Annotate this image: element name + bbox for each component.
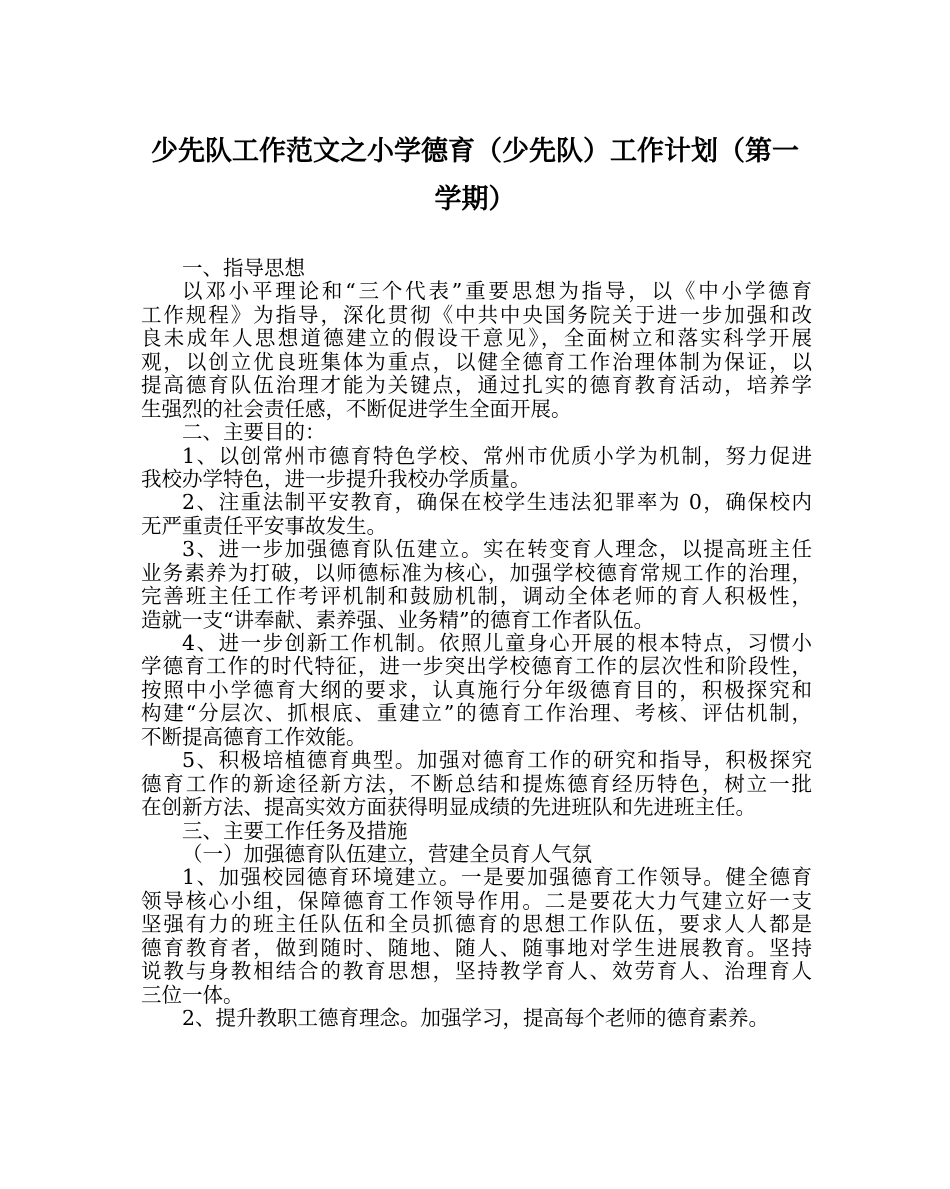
text-line: 观，以创立优良班集体为重点，以健全德育工作治理体制为保证，以: [141, 349, 812, 374]
text-line: 业务素养为打破，以师德标准为核心，加强学校德育常规工作的治理，: [141, 560, 812, 585]
text-line: 工作规程》为指导，深化贯彻《中共中央国务院关于进一步加强和改: [141, 302, 812, 327]
text-line: 1、加强校园德育环境建立。一是要加强德育工作领导。健全德育: [182, 865, 812, 890]
text-line: 学德育工作的时代特征，进一步突出学校德育工作的层次性和阶段性，: [141, 654, 812, 679]
text-line: （一）加强德育队伍建立，营建全员育人气氛: [182, 841, 592, 866]
text-line: 三位一体。: [141, 982, 244, 1007]
text-line: 5、积极培植德育典型。加强对德育工作的研究和指导，积极探究: [182, 748, 812, 773]
document-body: [141, 257, 812, 1030]
text-line: 一、指导思想: [182, 256, 305, 280]
text-line: 构建“分层次、抓根底、重建立”的德育工作治理、考核、评估机制，: [141, 701, 812, 726]
text-line: 提高德育队伍治理才能为关键点，通过扎实的德育教育活动，培养学: [141, 373, 812, 398]
text-line: 德育教育者，做到随时、随地、随人、随事地对学生进展教育。坚持: [141, 935, 812, 960]
text-line: 我校办学特色，进一步提升我校办学质量。: [141, 466, 531, 491]
text-line: 说教与身教相结合的教育思想，坚持教学育人、效劳育人、治理育人: [141, 959, 812, 984]
text-line: 坚强有力的班主任队伍和全员抓德育的思想工作队伍，要求人人都是: [141, 912, 812, 937]
text-line: 德育工作的新途径新方法，不断总结和提炼德育经历特色，树立一批: [141, 771, 812, 796]
text-line: 以邓小平理论和“三个代表”重要思想为指导，以《中小学德育: [182, 279, 812, 304]
text-line: 1、以创常州市德育特色学校、常州市优质小学为机制，努力促进: [182, 443, 812, 468]
text-line: 在创新方法、提高实效方面获得明显成绩的先进班队和先进班主任。: [141, 795, 756, 820]
text-line: 良未成年人思想道德建立的假设干意见》，全面树立和落实科学开展: [141, 326, 812, 351]
text-line: 生强烈的社会责任感，不断促进学生全面开展。: [141, 396, 572, 421]
text-line: 领导核心小组，保障德育工作领导作用。二是要花大力气建立好一支: [141, 888, 812, 913]
text-line: 完善班主任工作考评机制和鼓励机制，调动全体老师的育人积极性，: [141, 584, 812, 609]
text-line: 无严重责任平安事故发生。: [141, 513, 387, 538]
text-line: 按照中小学德育大纲的要求，认真施行分年级德育目的，积极探究和: [141, 677, 812, 702]
title-line: 少先队工作范文之小学德育（少先队）工作计划（第一: [151, 136, 799, 167]
text-line: 3、进一步加强德育队伍建立。实在转变育人理念，以提高班主任: [182, 537, 812, 562]
text-line: 三、主要工作任务及措施: [182, 818, 408, 843]
text-line: 2、注重法制平安教育，确保在校学生违法犯罪率为 0，确保校内: [182, 490, 812, 515]
text-line: 造就一支“讲奉献、素养强、业务精”的德育工作者队伍。: [141, 607, 654, 632]
text-line: 4、进一步创新工作机制。依照儿童身心开展的根本特点，习惯小: [182, 631, 812, 655]
text-line: 二、主要目的：: [182, 420, 326, 445]
text-line: 2、提升教职工德育理念。加强学习，提高每个老师的德育素养。: [182, 1006, 770, 1030]
text-line: 不断提高德育工作效能。: [141, 724, 367, 749]
title-line: 学期）: [434, 184, 516, 215]
document-title: [118, 128, 832, 224]
